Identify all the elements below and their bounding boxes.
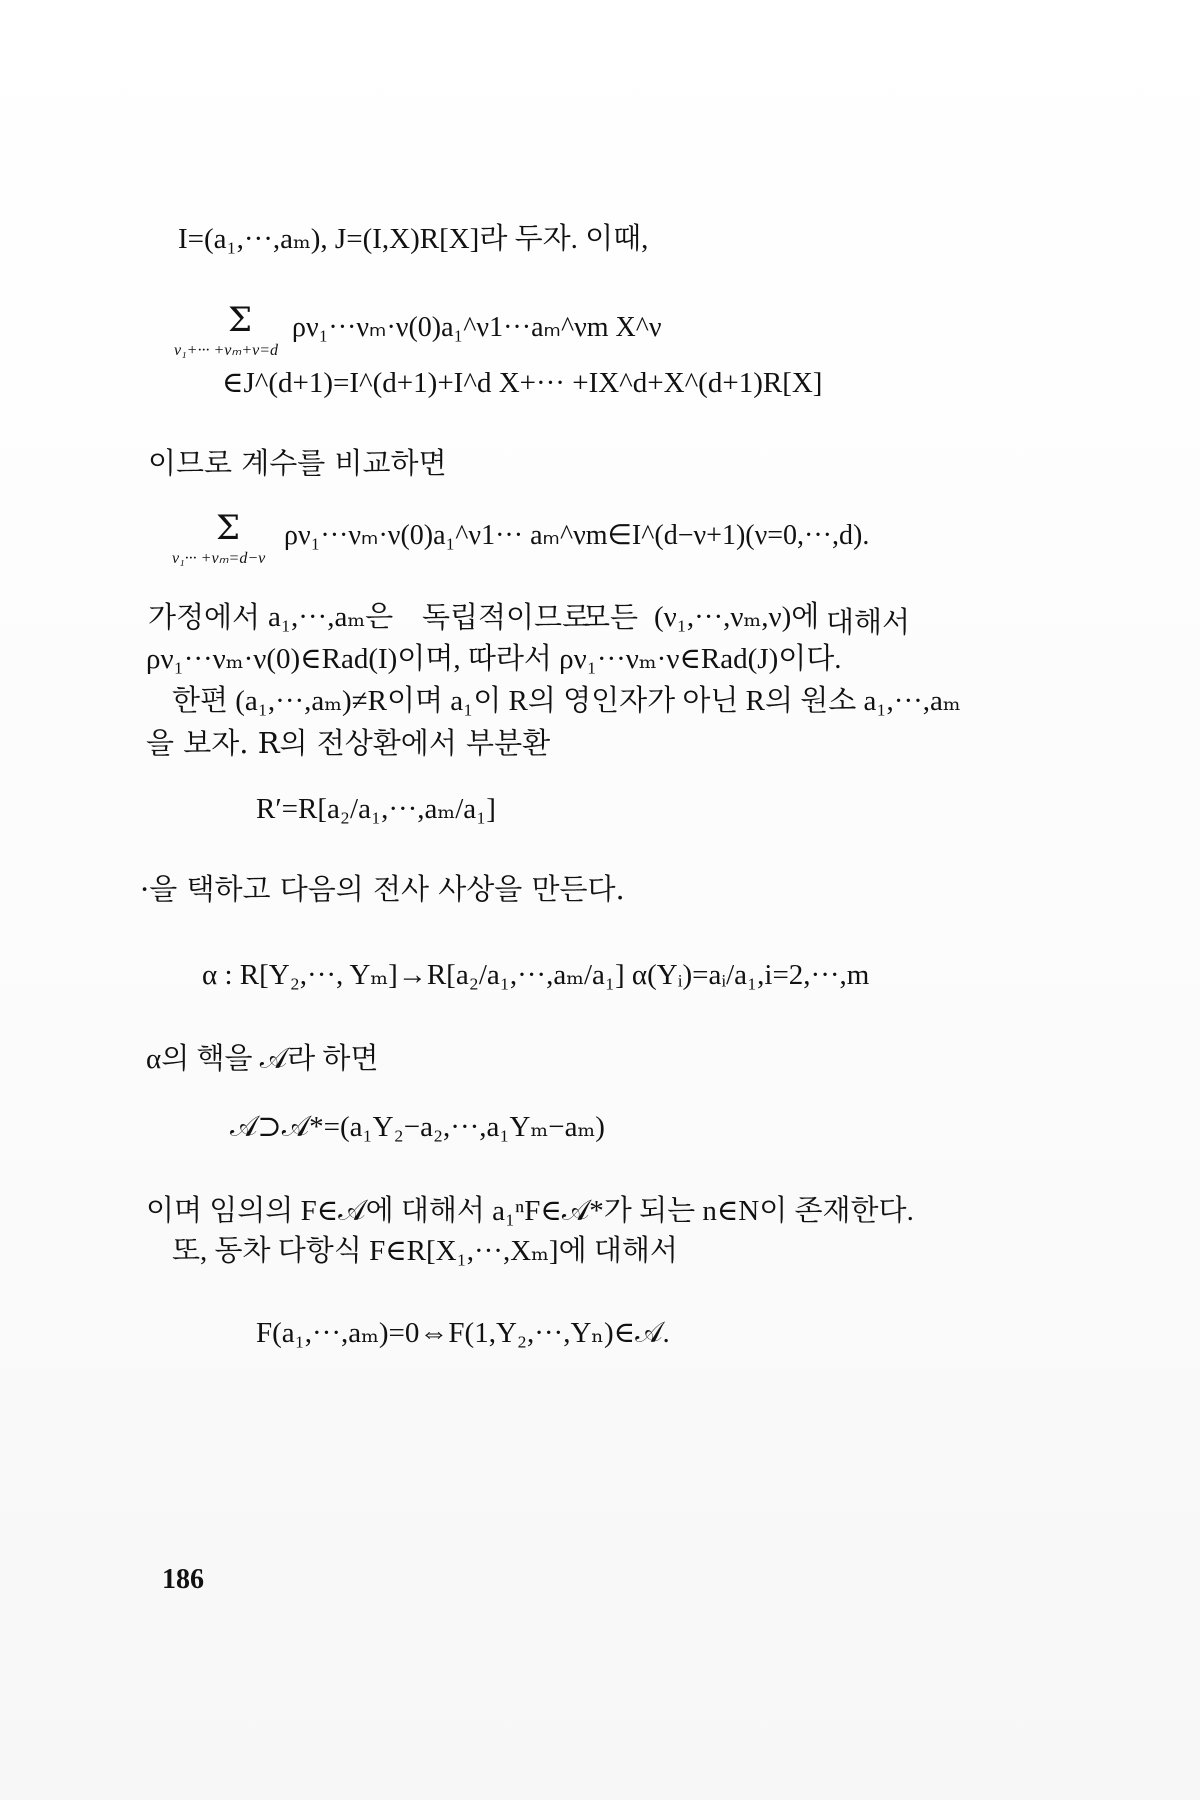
equation-sum-2	[172, 508, 872, 568]
sum-index-1: ν₁+··· +νₘ+ν=d	[174, 342, 279, 359]
paragraph-2-line-2: 을 보자. R의 전상환에서 부분환	[146, 726, 551, 760]
paragraph-1-line-2: ρν₁···νₘ·ν(0)∈Rad(I)이며, 따라서 ρν₁···νₘ·ν∈Rad(J)이다.	[146, 643, 842, 675]
equation-1-membership: ∈J^(d+1)=I^(d+1)+I^d X+··· +IX^d+X^(d+1)R[X]	[222, 367, 823, 399]
word: (ν₁,···,νₘ,ν)에	[654, 601, 820, 633]
paragraph-3: ·을 택하고 다음의 전사 사상을 만든다.	[140, 872, 625, 906]
line-compare-coefficients: 이므로 계수를 비교하면	[148, 446, 447, 480]
equation-homogeneous: F(a₁,···,aₘ)=0⇔F(1,Y₂,···,Yₙ)∈𝒜.	[256, 1317, 670, 1349]
line-ideal-definition: I=(a₁,···,aₘ), J=(I,X)R[X]라 두자. 이때,	[178, 223, 649, 255]
equation-kernel: 𝒜⊃𝒜*=(a₁Y₂−a₂,···,a₁Yₘ−aₘ)	[230, 1111, 605, 1143]
equation-subring: R′=R[a₂/a₁,···,aₘ/a₁]	[256, 793, 496, 825]
word: 대해서	[825, 605, 910, 639]
paragraph-4: α의 핵을 𝒜라 하면	[146, 1043, 379, 1075]
word: 모든	[582, 600, 639, 634]
sum-term-2: ρν₁···νₘ·ν(0)a₁^ν1··· aₘ^νm∈I^(d−ν+1)(ν=0,···,d).	[284, 520, 870, 551]
paragraph-1-line-1	[148, 600, 910, 640]
sigma-symbol: Σ	[228, 300, 253, 340]
equation-sum-1	[174, 300, 874, 360]
equation-surjection: α : R[Y₂,···, Yₘ]→R[a₂/a₁,···,aₘ/a₁] α(Yᵢ)=aᵢ/a₁,i=2,···,m	[202, 959, 870, 991]
paragraph-5-line-1: 이며 임의의 F∈𝒜에 대해서 a₁ⁿF∈𝒜*가 되는 n∈N이 존재한다.	[146, 1195, 914, 1227]
word: a₁,···,aₘ은	[268, 601, 394, 633]
word: 가정에서	[148, 600, 261, 634]
word: 독립적이므로	[422, 600, 591, 634]
sigma-symbol: Σ	[216, 508, 241, 548]
paragraph-2-line-1: 한편 (a₁,···,aₘ)≠R이며 a₁이 R의 영인자가 아닌 R의 원소 a₁,···,aₘ	[172, 685, 961, 717]
sum-index-2: ν₁··· +νₘ=d−ν	[172, 550, 266, 567]
paragraph-5-line-2: 또, 동차 다항식 F∈R[X₁,···,Xₘ]에 대해서	[172, 1235, 678, 1267]
sum-term-1: ρν₁···νₘ·ν(0)a₁^ν1···aₘ^νm X^ν	[292, 312, 662, 343]
page-number: 186	[162, 1564, 204, 1595]
